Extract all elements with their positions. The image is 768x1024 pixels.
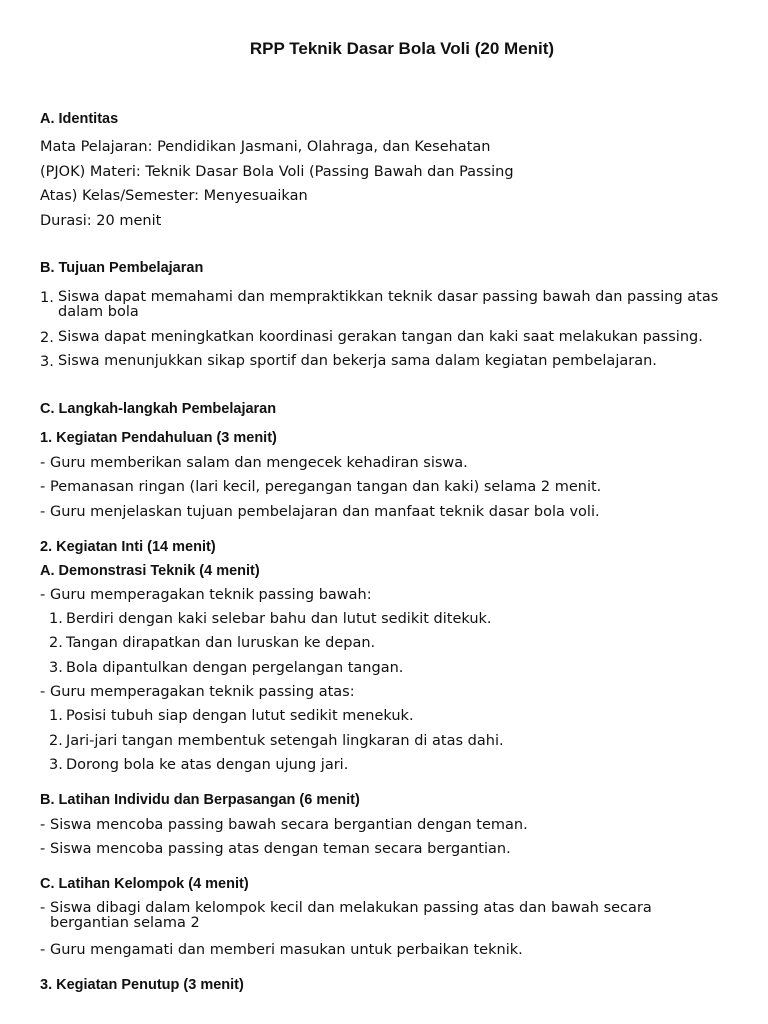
pendahuluan-item: Guru menjelaskan tujuan pembelajaran dan manfaat teknik dasar bola voli. <box>50 504 600 520</box>
tujuan-item: Siswa dapat memahami dan mempraktikkan teknik dasar passing bawah dan passing atas dalam bola <box>58 289 719 320</box>
penutup-heading: 3. Kegiatan Penutup (3 menit) <box>40 977 244 993</box>
pendahuluan-item: Guru memberikan salam dan mengecek kehadiran siswa. <box>50 455 468 471</box>
identitas-line: Atas) Kelas/Semester: Menyesuaikan <box>40 188 308 204</box>
list-number: 3. <box>49 757 63 773</box>
pendahuluan-item: Pemanasan ringan (lari kecil, peregangan tangan dan kaki) selama 2 menit. <box>50 479 602 495</box>
latihan-individu-item: Siswa mencoba passing atas dengan teman secara bergantian. <box>50 841 511 857</box>
passing-bawah-step: Tangan dirapatkan dan luruskan ke depan. <box>66 635 376 651</box>
list-number: 1. <box>49 611 63 627</box>
dash-marker: - <box>40 841 46 857</box>
tujuan-item: Siswa menunjukkan sikap sportif dan bekerja sama dalam kegiatan pembelajaran. <box>58 353 657 369</box>
tujuan-item: Siswa dapat meningkatkan koordinasi gerakan tangan dan kaki saat melakukan passing. <box>58 329 703 345</box>
latihan-kelompok-heading: C. Latihan Kelompok (4 menit) <box>40 876 249 892</box>
langkah-heading: C. Langkah-langkah Pembelajaran <box>40 401 277 417</box>
tujuan-heading: B. Tujuan Pembelajaran <box>40 260 204 276</box>
passing-atas-step: Posisi tubuh siap dengan lutut sedikit menekuk. <box>66 708 414 724</box>
list-number: 2. <box>49 733 63 749</box>
list-number: 1. <box>40 290 54 306</box>
identitas-line: (PJOK) Materi: Teknik Dasar Bola Voli (Passing Bawah dan Passing <box>40 164 514 180</box>
list-number: 3. <box>40 354 54 370</box>
identitas-line: Mata Pelajaran: Pendidikan Jasmani, Olahraga, dan Kesehatan <box>40 139 491 155</box>
list-number: 1. <box>49 708 63 724</box>
list-number: 3. <box>49 660 63 676</box>
latihan-individu-heading: B. Latihan Individu dan Berpasangan (6 menit) <box>40 792 360 808</box>
dash-marker: - <box>40 587 46 603</box>
demonstrasi-heading: A. Demonstrasi Teknik (4 menit) <box>40 563 260 579</box>
inti-heading: 2. Kegiatan Inti (14 menit) <box>40 539 216 555</box>
pendahuluan-heading: 1. Kegiatan Pendahuluan (3 menit) <box>40 430 277 446</box>
dash-marker: - <box>40 455 46 471</box>
dash-marker: - <box>40 900 46 916</box>
dash-marker: - <box>40 504 46 520</box>
identitas-heading: A. Identitas <box>40 111 119 127</box>
dash-marker: - <box>40 684 46 700</box>
dash-marker: - <box>40 942 46 958</box>
dash-marker: - <box>40 817 46 833</box>
passing-bawah-intro: Guru memperagakan teknik passing bawah: <box>50 587 372 603</box>
list-number: 2. <box>49 635 63 651</box>
passing-atas-step: Dorong bola ke atas dengan ujung jari. <box>66 757 349 773</box>
page-title: RPP Teknik Dasar Bola Voli (20 Menit) <box>249 39 555 58</box>
latihan-individu-item: Siswa mencoba passing bawah secara bergantian dengan teman. <box>50 817 528 833</box>
dash-marker: - <box>40 479 46 495</box>
passing-atas-intro: Guru memperagakan teknik passing atas: <box>50 684 355 700</box>
passing-atas-step: Jari-jari tangan membentuk setengah lingkaran di atas dahi. <box>66 733 504 749</box>
passing-bawah-step: Bola dipantulkan dengan pergelangan tangan. <box>66 660 404 676</box>
latihan-kelompok-item: Siswa dibagi dalam kelompok kecil dan melakukan passing atas dan bawah secara bergantian selama 2 <box>50 900 652 931</box>
passing-bawah-step: Berdiri dengan kaki selebar bahu dan lutut sedikit ditekuk. <box>66 611 492 627</box>
list-number: 2. <box>40 330 54 346</box>
identitas-line: Durasi: 20 menit <box>40 213 162 229</box>
latihan-kelompok-item: Guru mengamati dan memberi masukan untuk perbaikan teknik. <box>50 942 523 958</box>
